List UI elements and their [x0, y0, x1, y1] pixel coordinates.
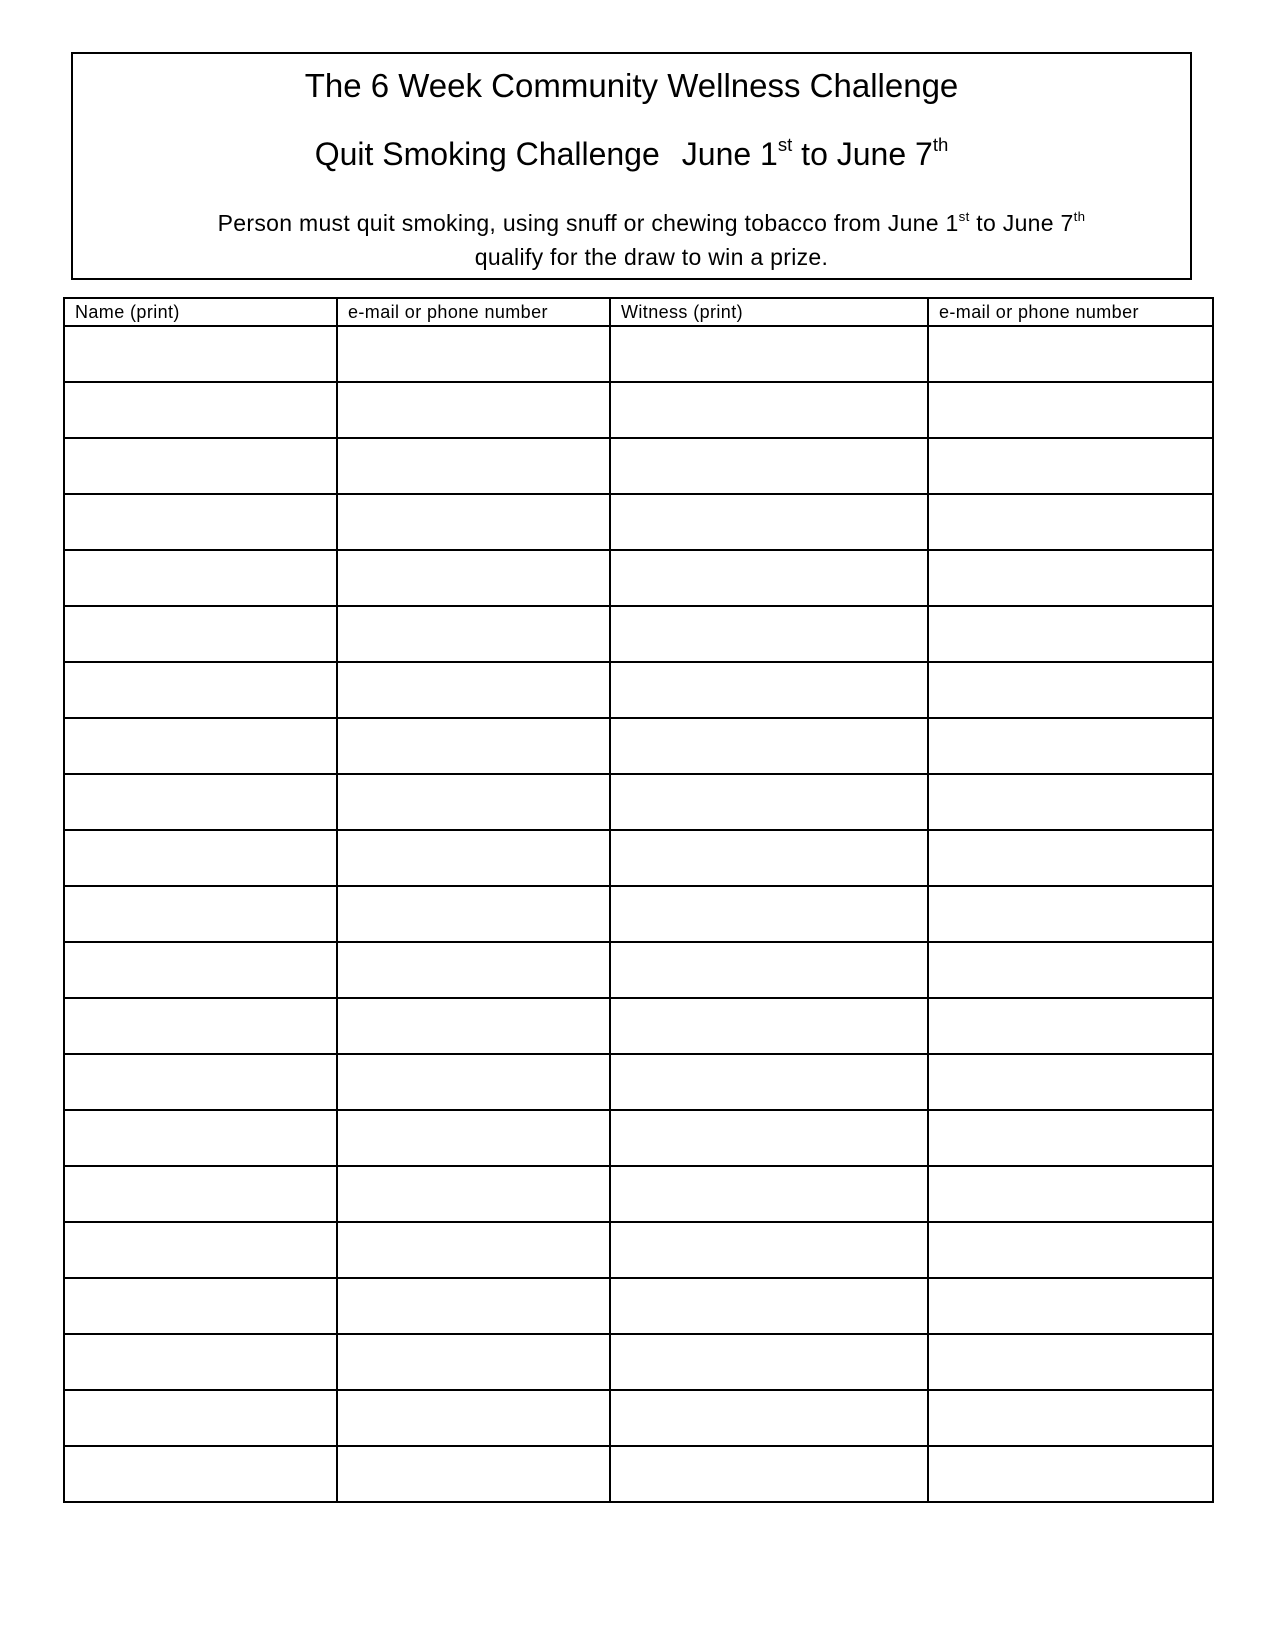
name-cell	[64, 1222, 337, 1278]
contact-cell	[337, 1222, 610, 1278]
name-cell	[64, 1166, 337, 1222]
name-cell	[64, 718, 337, 774]
table-row	[64, 326, 1213, 382]
name-cell	[64, 942, 337, 998]
witness-contact-cell	[928, 1166, 1213, 1222]
witness-contact-cell	[928, 662, 1213, 718]
witness-cell	[610, 662, 928, 718]
column-header-contact: e-mail or phone number	[337, 298, 610, 326]
witness-contact-cell	[928, 606, 1213, 662]
table-row	[64, 1390, 1213, 1446]
name-cell	[64, 662, 337, 718]
table-row	[64, 998, 1213, 1054]
table-row	[64, 494, 1213, 550]
column-header-witness-contact: e-mail or phone number	[928, 298, 1213, 326]
column-header-name: Name (print)	[64, 298, 337, 326]
name-cell	[64, 1054, 337, 1110]
witness-contact-cell	[928, 1390, 1213, 1446]
witness-contact-cell	[928, 1110, 1213, 1166]
contact-cell	[337, 494, 610, 550]
contact-cell	[337, 774, 610, 830]
contact-cell	[337, 550, 610, 606]
witness-contact-cell	[928, 550, 1213, 606]
contact-cell	[337, 606, 610, 662]
name-cell	[64, 494, 337, 550]
table-row	[64, 1054, 1213, 1110]
witness-contact-cell	[928, 998, 1213, 1054]
table-row	[64, 886, 1213, 942]
witness-cell	[610, 1278, 928, 1334]
signup-table-body	[64, 326, 1213, 1502]
witness-cell	[610, 494, 928, 550]
name-cell	[64, 830, 337, 886]
contact-cell	[337, 326, 610, 382]
witness-cell	[610, 382, 928, 438]
witness-cell	[610, 1390, 928, 1446]
table-row	[64, 382, 1213, 438]
page-title: The 6 Week Community Wellness Challenge	[304, 67, 959, 104]
end-date: to June 7th	[801, 134, 949, 172]
witness-cell	[610, 718, 928, 774]
witness-contact-cell	[928, 326, 1213, 382]
table-row	[64, 550, 1213, 606]
contact-cell	[337, 1390, 610, 1446]
name-cell	[64, 1446, 337, 1502]
table-row	[64, 1166, 1213, 1222]
signup-table	[63, 297, 1214, 1503]
witness-contact-cell	[928, 382, 1213, 438]
contact-cell	[337, 662, 610, 718]
table-row	[64, 774, 1213, 830]
table-row	[64, 438, 1213, 494]
challenge-name: Quit Smoking Challenge	[314, 136, 660, 172]
name-cell	[64, 606, 337, 662]
witness-contact-cell	[928, 1222, 1213, 1278]
name-cell	[64, 1390, 337, 1446]
column-header-witness: Witness (print)	[610, 298, 928, 326]
witness-cell	[610, 1446, 928, 1502]
table-header-row	[64, 298, 1213, 326]
table-row	[64, 1278, 1213, 1334]
witness-cell	[610, 1222, 928, 1278]
witness-contact-cell	[928, 438, 1213, 494]
header-box	[71, 52, 1192, 280]
table-row	[64, 830, 1213, 886]
contact-cell	[337, 382, 610, 438]
table-row	[64, 1110, 1213, 1166]
contact-cell	[337, 1334, 610, 1390]
witness-cell	[610, 998, 928, 1054]
rules-line-1: Person must quit smoking, using snuff or chewing tobacco from June 1st to June 7th	[217, 209, 1086, 236]
rules-line-2: qualify for the draw to win a prize.	[474, 244, 829, 270]
name-cell	[64, 998, 337, 1054]
name-cell	[64, 382, 337, 438]
contact-cell	[337, 942, 610, 998]
challenge-subtitle	[73, 134, 1190, 174]
contact-cell	[337, 830, 610, 886]
name-cell	[64, 550, 337, 606]
witness-contact-cell	[928, 1334, 1213, 1390]
rules-text	[133, 206, 1170, 274]
witness-cell	[610, 326, 928, 382]
contact-cell	[337, 438, 610, 494]
witness-cell	[610, 438, 928, 494]
witness-contact-cell	[928, 830, 1213, 886]
contact-cell	[337, 886, 610, 942]
name-cell	[64, 438, 337, 494]
contact-cell	[337, 1166, 610, 1222]
witness-contact-cell	[928, 718, 1213, 774]
name-cell	[64, 326, 337, 382]
contact-cell	[337, 1054, 610, 1110]
witness-cell	[610, 1166, 928, 1222]
witness-contact-cell	[928, 774, 1213, 830]
table-row	[64, 606, 1213, 662]
start-date: June 1st	[681, 134, 793, 172]
contact-cell	[337, 1110, 610, 1166]
witness-cell	[610, 550, 928, 606]
witness-cell	[610, 606, 928, 662]
witness-contact-cell	[928, 886, 1213, 942]
witness-cell	[610, 1054, 928, 1110]
name-cell	[64, 1110, 337, 1166]
name-cell	[64, 774, 337, 830]
name-cell	[64, 1334, 337, 1390]
contact-cell	[337, 1446, 610, 1502]
name-cell	[64, 1278, 337, 1334]
witness-cell	[610, 774, 928, 830]
contact-cell	[337, 998, 610, 1054]
witness-cell	[610, 1110, 928, 1166]
witness-cell	[610, 886, 928, 942]
witness-contact-cell	[928, 1054, 1213, 1110]
table-row	[64, 1334, 1213, 1390]
table-row	[64, 662, 1213, 718]
witness-contact-cell	[928, 1446, 1213, 1502]
table-row	[64, 1446, 1213, 1502]
witness-contact-cell	[928, 942, 1213, 998]
witness-cell	[610, 942, 928, 998]
witness-contact-cell	[928, 1278, 1213, 1334]
table-row	[64, 942, 1213, 998]
witness-cell	[610, 1334, 928, 1390]
contact-cell	[337, 718, 610, 774]
name-cell	[64, 886, 337, 942]
contact-cell	[337, 1278, 610, 1334]
table-row	[64, 718, 1213, 774]
table-row	[64, 1222, 1213, 1278]
witness-contact-cell	[928, 494, 1213, 550]
witness-cell	[610, 830, 928, 886]
